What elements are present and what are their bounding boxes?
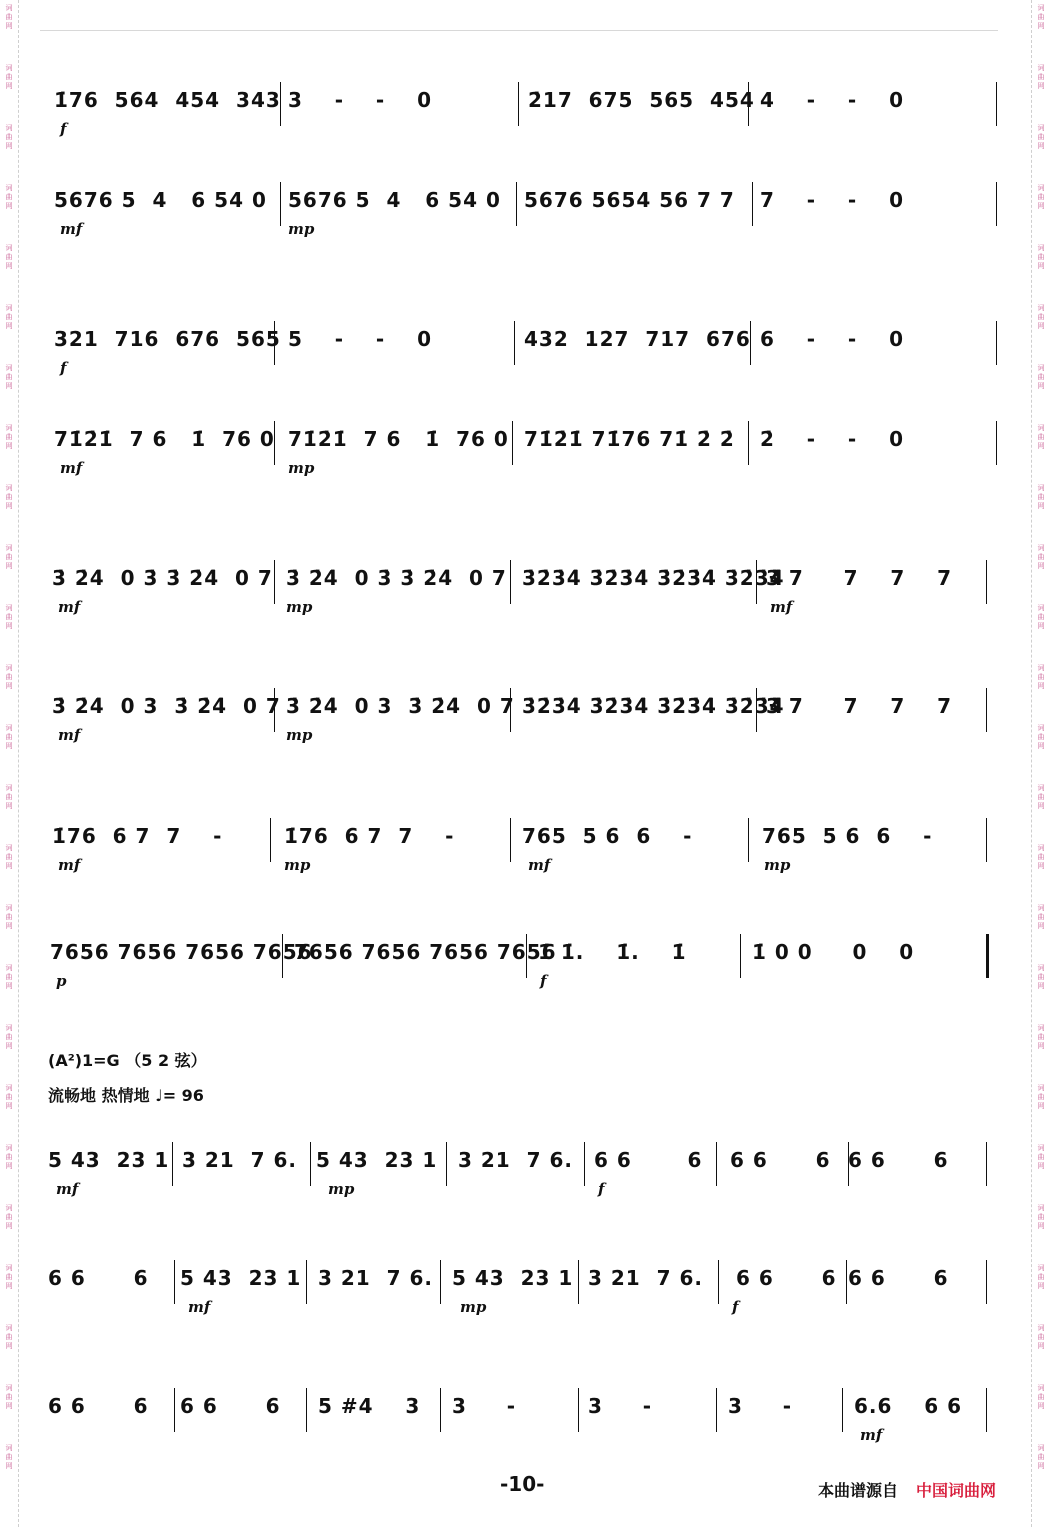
score-line (48, 1380, 998, 1444)
barline (518, 82, 519, 126)
dynamic-marking: mp (764, 856, 791, 874)
watermark-text: 词 曲 网 (5, 124, 13, 150)
watermark-text: 词 曲 网 (1037, 1444, 1045, 1470)
barline (280, 82, 281, 126)
measure (54, 74, 281, 118)
measure-notes: 1̇76 6 7 7 - (52, 824, 223, 848)
measure (594, 1134, 714, 1178)
measure-notes: 5 43 23 1 (48, 1148, 170, 1172)
measure (588, 1252, 718, 1296)
barline (510, 818, 511, 862)
left-margin-watermark (0, 0, 19, 1527)
barline (996, 82, 997, 126)
barline (986, 1142, 987, 1186)
barline (510, 688, 511, 732)
dynamic-marking: mf (188, 1298, 211, 1316)
dynamic-marking: mf (58, 598, 81, 616)
watermark-text: 词 曲 网 (1037, 1384, 1045, 1410)
barline (174, 1260, 175, 1304)
measure (316, 1134, 442, 1178)
measure-notes: 3̇2̇3̇4̇ 3̇2̇3̇4̇ 3̇2̇3̇4̇ 3̇2̇3̇4̇ (522, 694, 785, 718)
barline (280, 182, 281, 226)
barline (282, 934, 283, 978)
measure-notes: 3 - (728, 1394, 793, 1418)
barline (986, 1388, 987, 1432)
watermark-text: 词 曲 网 (5, 244, 13, 270)
measure-notes: 2̇ - - 0 (760, 427, 904, 451)
watermark-text: 词 曲 网 (5, 604, 13, 630)
measure-notes: 71̇2̇1̇ 7 6 1̇ 76 0 (54, 427, 275, 451)
barline (172, 1142, 173, 1186)
measure-notes: 321 716 676 565 (54, 327, 281, 351)
measure-notes: 6 6 6 (848, 1266, 949, 1290)
measure (760, 413, 980, 457)
watermark-text: 词 曲 网 (1037, 64, 1045, 90)
measure-notes: 5 43 23 1 (316, 1148, 438, 1172)
barline (516, 182, 517, 226)
measure-notes: 7656 7656 7656 7656 (50, 940, 313, 964)
measure (52, 810, 252, 854)
barline (526, 934, 527, 978)
measure-notes: 5 - - 0 (288, 327, 432, 351)
barline (756, 560, 757, 604)
barline (510, 560, 511, 604)
measure-notes: 432 127 717 676 (524, 327, 751, 351)
watermark-text: 词 曲 网 (1037, 784, 1045, 810)
dynamic-marking: f (60, 359, 67, 377)
barline (440, 1260, 441, 1304)
measure-notes: 3 - (452, 1394, 517, 1418)
score-line (48, 926, 998, 990)
measure (528, 74, 755, 118)
measure-notes: 3 21 7 6. (458, 1148, 574, 1172)
measure-notes: 3̇ 7 7 7 7 (766, 694, 953, 718)
measure-notes: 765 5 6 6 - (522, 824, 693, 848)
measure-notes: 5 43 23 1 (452, 1266, 574, 1290)
barline (842, 1388, 843, 1432)
measure (54, 413, 276, 457)
score-line (48, 552, 998, 616)
barline (748, 82, 749, 126)
dynamic-marking: mf (60, 220, 83, 238)
watermark-text: 词 曲 网 (5, 184, 13, 210)
barline (996, 421, 997, 465)
watermark-text: 词 曲 网 (5, 1024, 13, 1050)
barline (174, 1388, 175, 1432)
watermark-text: 词 曲 网 (5, 724, 13, 750)
watermark-text: 词 曲 网 (1037, 484, 1045, 510)
source-credit (818, 1478, 996, 1501)
measure-notes: 6.6 6 6 (854, 1394, 963, 1418)
measure (288, 74, 498, 118)
watermark-text: 词 曲 网 (1037, 1024, 1045, 1050)
barline (584, 1142, 585, 1186)
score-line (48, 413, 998, 477)
barline (274, 560, 275, 604)
measure (48, 1380, 168, 1424)
dynamic-marking: mp (288, 220, 315, 238)
measure (524, 413, 754, 457)
measure (288, 313, 498, 357)
watermark-text: 词 曲 网 (5, 424, 13, 450)
barline (716, 1142, 717, 1186)
measure (54, 174, 276, 218)
dynamic-marking: mf (60, 459, 83, 477)
barline (440, 1388, 441, 1432)
watermark-text: 词 曲 网 (5, 1264, 13, 1290)
measure (288, 174, 508, 218)
watermark-text: 词 曲 网 (1037, 304, 1045, 330)
watermark-text: 词 曲 网 (1037, 1324, 1045, 1350)
watermark-text: 词 曲 网 (5, 1084, 13, 1110)
measure (182, 1134, 312, 1178)
barline (996, 182, 997, 226)
measure-notes: 5 43 23 1 (180, 1266, 302, 1290)
measure (752, 926, 972, 970)
source-site-link[interactable]: 中国词曲网 (916, 1481, 997, 1500)
measure-notes: 3̇ 7 7 7 7 (766, 566, 953, 590)
watermark-text: 词 曲 网 (1037, 964, 1045, 990)
watermark-text: 词 曲 网 (1037, 904, 1045, 930)
watermark-text: 词 曲 网 (1037, 1204, 1045, 1230)
measure (736, 1252, 846, 1296)
measure (848, 1252, 978, 1296)
watermark-text: 词 曲 网 (5, 1144, 13, 1170)
measure-notes: 3 - - 0 (288, 88, 432, 112)
measure-notes: 5676 5654 56 7 7 (524, 188, 735, 212)
watermark-text: 词 曲 网 (5, 904, 13, 930)
watermark-text: 词 曲 网 (5, 544, 13, 570)
watermark-text: 词 曲 网 (1037, 364, 1045, 390)
watermark-text: 词 曲 网 (1037, 724, 1045, 750)
measure (180, 1252, 300, 1296)
watermark-text: 词 曲 网 (1037, 1264, 1045, 1290)
measure (284, 810, 484, 854)
watermark-text: 词 曲 网 (5, 1384, 13, 1410)
measure-notes: 6 6 6 (48, 1266, 149, 1290)
dynamic-marking: mf (860, 1426, 883, 1444)
watermark-text: 词 曲 网 (5, 364, 13, 390)
measure-notes: 3 21 7 6. (182, 1148, 298, 1172)
watermark-text: 词 曲 网 (5, 304, 13, 330)
dynamic-marking: mf (58, 726, 81, 744)
measure-notes: 6 6 6 (736, 1266, 837, 1290)
dynamic-marking: f (598, 1180, 605, 1198)
right-margin-watermark (1031, 0, 1050, 1527)
measure (452, 1380, 572, 1424)
barline (750, 321, 751, 365)
dynamic-marking: f (540, 972, 547, 990)
barline (986, 934, 989, 978)
measure (286, 680, 515, 724)
measure (522, 810, 732, 854)
barline (306, 1260, 307, 1304)
score-line (48, 1134, 998, 1198)
measure-notes: 71̇2̇1̇ 71̇76 71̇ 2̇ 2̇ (524, 427, 735, 451)
barline (718, 1260, 719, 1304)
barline (748, 818, 749, 862)
score-line (48, 1252, 998, 1316)
watermark-text: 词 曲 网 (1037, 4, 1045, 30)
barline (274, 688, 275, 732)
watermark-text: 词 曲 网 (5, 784, 13, 810)
dynamic-marking: mf (56, 1180, 79, 1198)
barline (514, 321, 515, 365)
barline (306, 1388, 307, 1432)
measure-notes: 71̇2̇1̇ 7 6 1̇ 76 0 (288, 427, 509, 451)
watermark-text: 词 曲 网 (5, 1324, 13, 1350)
barline (512, 421, 513, 465)
dynamic-marking: f (732, 1298, 739, 1316)
barline (578, 1260, 579, 1304)
barline (274, 421, 275, 465)
score-line (48, 74, 998, 138)
measure (48, 1134, 168, 1178)
page-number: -10- (500, 1472, 545, 1496)
tempo-marking: 流畅地 热情地 ♩= 96 (48, 1086, 204, 1105)
barline (578, 1388, 579, 1432)
barline (716, 1388, 717, 1432)
watermark-text: 词 曲 网 (5, 1444, 13, 1470)
watermark-text: 词 曲 网 (5, 64, 13, 90)
measure-notes: 3 21 7 6. (318, 1266, 434, 1290)
measure-notes: 3̇ 2̇4̇ 0 3 3̇ 2̇4̇ 0 7 (286, 694, 515, 718)
measure-notes: 3 21 7 6. (588, 1266, 704, 1290)
measure (854, 1380, 984, 1424)
barline (740, 934, 741, 978)
dynamic-marking: mp (460, 1298, 487, 1316)
watermark-text: 词 曲 网 (1037, 1144, 1045, 1170)
score-line (48, 313, 998, 377)
watermark-text: 词 曲 网 (5, 4, 13, 30)
dynamic-marking: p (56, 972, 67, 990)
measure-notes: 2̇17 675 565 454 (528, 88, 755, 112)
measure (728, 1380, 848, 1424)
measure (848, 1134, 978, 1178)
measure-notes: 5676 5 4 6 54 0 (54, 188, 267, 212)
watermark-text: 词 曲 网 (1037, 244, 1045, 270)
measure (288, 413, 508, 457)
measure-notes: 6 6 6 (730, 1148, 831, 1172)
measure-notes: 3̇ 2̇4̇ 0 3̇ 3̇ 2̇4̇ 0 7 (52, 566, 273, 590)
measure (458, 1134, 578, 1178)
score-line (48, 810, 998, 874)
watermark-text: 词 曲 网 (5, 484, 13, 510)
barline (752, 182, 753, 226)
measure (180, 1380, 300, 1424)
watermark-text: 词 曲 网 (1037, 184, 1045, 210)
barline (986, 818, 987, 862)
watermark-text: 词 曲 网 (1037, 844, 1045, 870)
dynamic-marking: mp (288, 459, 315, 477)
measure-notes: 3̇ 2̇4̇ 0 3̇ 3̇ 2̇4̇ 0 7 (286, 566, 507, 590)
measure (522, 552, 785, 596)
measure-notes: 3 - (588, 1394, 653, 1418)
barline (846, 1260, 847, 1304)
measure-notes: 7 - - 0 (760, 188, 904, 212)
dynamic-marking: mp (286, 598, 313, 616)
watermark-text: 词 曲 网 (1037, 124, 1045, 150)
barline (270, 818, 271, 862)
score-line (48, 174, 998, 238)
measure (52, 680, 281, 724)
measure-notes: 4 - - 0 (760, 88, 904, 112)
dynamic-marking: mf (770, 598, 793, 616)
measure (760, 174, 980, 218)
barline (986, 560, 987, 604)
dynamic-marking: f (60, 120, 67, 138)
barline (446, 1142, 447, 1186)
measure-notes: 1̇76 564 454 343 (54, 88, 281, 112)
measure-notes: 6 6 6 (48, 1394, 149, 1418)
barline (748, 421, 749, 465)
barline (756, 688, 757, 732)
dynamic-marking: mp (286, 726, 313, 744)
measure-notes: 1̇ 0 0 0 0 (752, 940, 915, 964)
measure-notes: 6 6 6 (848, 1148, 949, 1172)
watermark-text: 词 曲 网 (1037, 664, 1045, 690)
barline (986, 1260, 987, 1304)
measure-notes: 3̇2̇3̇4̇ 3̇2̇3̇4̇ 3̇2̇3̇4̇ 3̇2̇3̇4̇ (522, 566, 785, 590)
measure (48, 1252, 168, 1296)
measure (524, 313, 751, 357)
measure (766, 680, 986, 724)
measure (50, 926, 313, 970)
measure-notes: 3̇ 2̇4̇ 0 3 3̇ 2̇4̇ 0 7 (52, 694, 281, 718)
measure (286, 552, 506, 596)
measure-notes: 765 5 6 6 - (762, 824, 933, 848)
barline (310, 1142, 311, 1186)
watermark-text: 词 曲 网 (1037, 424, 1045, 450)
measure (52, 552, 274, 596)
measure-notes: 1̇ 1̇. 1̇. 1̇ (538, 940, 687, 964)
dynamic-marking: mp (328, 1180, 355, 1198)
measure-notes: 6 6 6 (594, 1148, 703, 1172)
barline (986, 688, 987, 732)
measure-notes: 1̇76 6 7 7 - (284, 824, 455, 848)
barline (996, 321, 997, 365)
measure-notes: 7656 7656 7656 7656 (294, 940, 557, 964)
measure (522, 680, 785, 724)
watermark-text: 词 曲 网 (5, 844, 13, 870)
watermark-text: 词 曲 网 (1037, 1084, 1045, 1110)
source-label: 本曲谱源自 (818, 1481, 899, 1500)
dynamic-marking: mf (528, 856, 551, 874)
measure (538, 926, 738, 970)
barline (274, 321, 275, 365)
measure (730, 1134, 860, 1178)
watermark-text: 词 曲 网 (5, 664, 13, 690)
key-signature: (A²)1=G （5 2 弦） (48, 1051, 207, 1070)
measure (294, 926, 557, 970)
top-rule (40, 30, 998, 31)
measure (54, 313, 281, 357)
barline (848, 1142, 849, 1186)
measure-notes: 6 6 6 (180, 1394, 281, 1418)
measure (760, 74, 980, 118)
measure (318, 1380, 448, 1424)
measure-notes: 5676 5 4 6 54 0 (288, 188, 501, 212)
measure (760, 313, 980, 357)
dynamic-marking: mp (284, 856, 311, 874)
measure (762, 810, 962, 854)
watermark-text: 词 曲 网 (1037, 604, 1045, 630)
measure (766, 552, 986, 596)
measure (452, 1252, 582, 1296)
measure (318, 1252, 438, 1296)
measure-notes: 6 - - 0 (760, 327, 904, 351)
watermark-text: 词 曲 网 (5, 1204, 13, 1230)
dynamic-marking: mf (58, 856, 81, 874)
measure (524, 174, 754, 218)
measure-notes: 5 #4 3 (318, 1394, 421, 1418)
watermark-text: 词 曲 网 (5, 964, 13, 990)
score-line (48, 680, 998, 744)
watermark-text: 词 曲 网 (1037, 544, 1045, 570)
measure (588, 1380, 708, 1424)
